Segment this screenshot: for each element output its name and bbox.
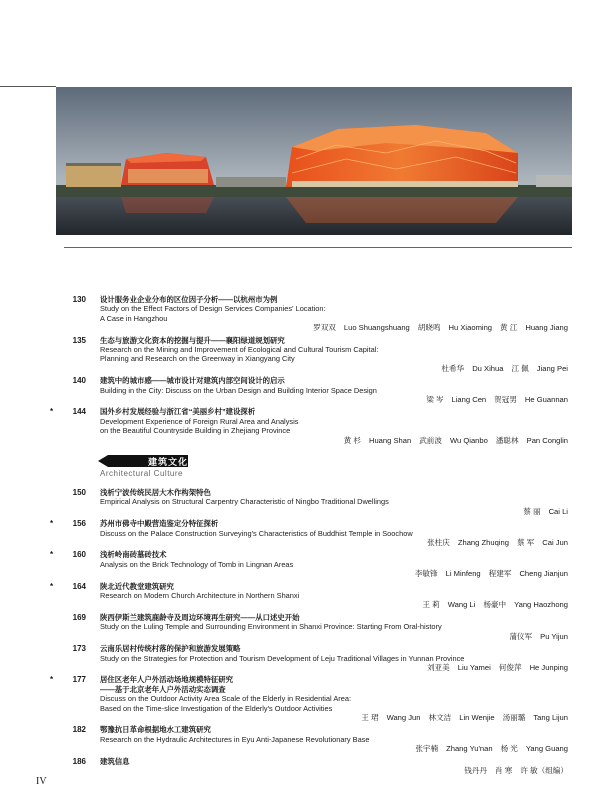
entry-title-en: Building in the City: Discuss on the Urban Design and Building Interior Space Design <box>100 385 377 395</box>
entry-title-zh: 浅析宁波传统民居大木作构架特色 <box>100 488 211 497</box>
author: Zhang Zhuqing <box>457 538 509 548</box>
toc-entry <box>72 756 568 776</box>
author: 汤丽璐 <box>502 712 526 722</box>
entry-title-zh: 国外乡村发展经验与浙江省“美丽乡村”建设探析 <box>100 407 256 417</box>
author: 江 佩 <box>511 363 529 373</box>
entry-authors <box>100 600 568 609</box>
toc-entry <box>72 644 568 672</box>
author: Cai Li <box>548 506 568 516</box>
cover-photo <box>56 87 572 235</box>
toc-entry <box>50 519 568 548</box>
entry-page: 173 <box>72 644 86 654</box>
author: Hu Xiaoming <box>448 323 493 333</box>
author: Pu Yijun <box>540 631 568 641</box>
star-mark: * <box>50 581 54 591</box>
author: Tang Lijun <box>533 712 568 722</box>
top-rule <box>0 86 56 87</box>
entry-title-en: Development Experience of Foreign Rural Area and Analysis <box>100 416 299 426</box>
star-mark: * <box>50 407 54 417</box>
entry-page: 182 <box>72 725 86 735</box>
author: Liang Cen <box>451 395 487 405</box>
author: Yang Haozhong <box>514 600 568 610</box>
entry-title-en: Discuss on the Palace Construction Surveying's Characteristics of Buddhist Temple in Soochow <box>100 528 413 538</box>
author: 王 莉 <box>422 600 440 610</box>
toc-entry <box>50 407 568 445</box>
author: Li Minfeng <box>445 569 481 579</box>
entry-page: 156 <box>72 519 86 529</box>
toc-entry <box>50 581 568 610</box>
star-mark: * <box>50 519 54 529</box>
author: Huang Shan <box>368 435 412 445</box>
author: 王 珺 <box>361 712 379 722</box>
entry-title-en: Study on the Effect Factors of Design Services Companies' Location: <box>100 304 326 314</box>
entry-title-zh: 居住区老年人户外活动场地规模特征研究 <box>100 675 234 685</box>
toc-entry <box>72 612 568 641</box>
author: 贺冠男 <box>494 395 517 405</box>
entry-page: 150 <box>72 488 86 497</box>
toc-entry <box>72 295 568 333</box>
entry-page: 130 <box>72 295 86 304</box>
entry-authors <box>100 632 568 641</box>
entry-title-zh: 设计服务业企业分布的区位因子分析——以杭州市为例 <box>100 295 278 304</box>
author: Liu Yamei <box>457 662 491 672</box>
entry-page: 135 <box>72 335 86 345</box>
entry-page: 144 <box>72 407 86 417</box>
toc-entry <box>72 335 568 374</box>
author: 程建军 <box>488 569 512 579</box>
entry-page: 160 <box>72 550 86 560</box>
author: Du Xihua <box>472 363 504 373</box>
author: Wu Qianbo <box>449 435 488 445</box>
entry-authors <box>100 713 568 722</box>
entry-title-zh: 建筑中的城市感——城市设计对建筑内部空间设计的启示 <box>100 376 285 386</box>
star-mark: * <box>50 675 54 685</box>
author: Luo Shuangshuang <box>343 323 410 333</box>
author: 蔡 军 <box>516 538 535 548</box>
entry-title-en: Research on the Mining and Improvement of Ecological and Cultural Tourism Capital: <box>100 345 379 355</box>
section-header <box>98 455 188 467</box>
author: Pan Conglin <box>526 435 568 445</box>
author: 黄 杉 <box>343 435 361 445</box>
entry-title-en: Discuss on the Outdoor Activity Area Scale of the Elderly in Residential Area: <box>100 694 351 704</box>
author: 林文洁 <box>428 712 452 722</box>
entry-title-en: Empirical Analysis on Structural Carpentry Characteristic of Ningbo Traditional Dwellings <box>100 497 389 507</box>
entry-authors <box>100 364 568 373</box>
entry-title-en: Research on Modern Church Architecture in Northern Shanxi <box>100 591 300 601</box>
author: 梁 岑 <box>426 395 444 405</box>
entry-title-en: Study on the Luling Temple and Surrounding Environment in Shanxi Province: Starting From Oral-history <box>100 622 442 632</box>
entry-title-en: Analysis on the Brick Technology of Tomb in Lingnan Areas <box>100 559 294 569</box>
entry-title-en: on the Beautiful Countryside Building in Zhejiang Province <box>100 426 291 436</box>
entry-title-en: Study on the Strategies for Protection and Tourism Development of Leju Traditional Villages in Yunnan Province <box>100 653 465 663</box>
author: 刘亚美 <box>426 662 450 672</box>
author: 武前波 <box>419 435 442 445</box>
entry-authors <box>100 569 568 578</box>
entry-title-zh: 建筑信息 <box>100 756 130 766</box>
entry-authors <box>100 766 568 775</box>
star-mark: * <box>50 550 54 560</box>
author: Yang Guang <box>525 744 568 754</box>
author: 肖 寒 <box>495 765 513 775</box>
author: Lin Wenjie <box>459 712 495 722</box>
entry-page: 186 <box>72 756 86 766</box>
author: Zhang Yu'nan <box>446 744 493 754</box>
entry-title-en: Research on the Hydraulic Architectures in Eyu Anti-Japanese Revolutionary Base <box>100 734 370 744</box>
entry-title-zh: 苏州市佛寺中殿营造鉴定分特征探析 <box>100 519 219 529</box>
entry-title-zh: 浅析岭南砖墓砖技术 <box>100 550 167 560</box>
author: 杨豪中 <box>483 600 507 610</box>
author: Jiang Pei <box>536 363 568 373</box>
entry-subtitle-zh: ——基于北京老年人户外活动实态调查 <box>100 684 226 694</box>
author: 张宇楠 <box>415 744 439 754</box>
entry-title-zh: 云南乐居村传统村落的保护和旅游发展策略 <box>100 644 241 654</box>
toc-entry <box>72 376 568 405</box>
toc-section-1 <box>0 295 609 448</box>
entry-title-en: Planning and Research on the Greenway in Xiangyang City <box>100 354 295 364</box>
entry-authors <box>100 323 568 332</box>
author: 蒲仪军 <box>509 631 533 641</box>
author: 潘聪林 <box>495 435 519 445</box>
entry-authors <box>100 436 568 445</box>
author: Cai Jun <box>542 538 568 548</box>
entry-page: 140 <box>72 376 86 386</box>
page-number: IV <box>36 776 47 787</box>
photo-rule <box>64 247 572 248</box>
toc-entry <box>72 488 568 516</box>
author: 黄 江 <box>500 323 518 333</box>
entry-title-zh: 鄂豫抗日革命根据地水工建筑研究 <box>100 725 211 735</box>
entry-authors <box>100 663 568 672</box>
author: 罗双双 <box>313 323 336 333</box>
author: 许 敏（组编） <box>520 765 568 775</box>
section-title-en: Architectural Culture <box>100 469 183 478</box>
section-title-zh: 建筑文化 <box>148 457 189 467</box>
entry-title-zh: 陕北近代教堂建筑研究 <box>100 581 174 591</box>
author: Wang Jun <box>386 712 421 722</box>
author: 杜希华 <box>441 363 465 373</box>
author: He Guannan <box>524 395 568 405</box>
entry-title-zh: 陕西伊斯兰建筑鹿龄寺及周边环境再生研究——从口述史开始 <box>100 612 300 622</box>
toc-entry <box>72 725 568 754</box>
author: 钱丹丹 <box>464 765 488 775</box>
building-illustration <box>56 87 572 235</box>
entry-authors <box>100 507 568 516</box>
entry-authors <box>100 395 568 404</box>
author: Wang Li <box>447 600 476 610</box>
author: 张柱庆 <box>427 538 450 548</box>
author: 胡晓鸣 <box>417 323 441 333</box>
entry-title-zh: 生态与旅游文化资本的挖掘与提升——襄阳绿道规划研究 <box>100 335 285 345</box>
author: Huang Jiang <box>525 323 568 333</box>
entry-title-en: Based on the Time-slice Investigation of the Elderly's Outdoor Activities <box>100 703 333 713</box>
toc-section-2 <box>0 488 609 778</box>
entry-title-en: A Case in Hangzhou <box>100 313 168 323</box>
toc-entry <box>50 550 568 579</box>
entry-page: 164 <box>72 581 86 591</box>
entry-authors <box>100 538 568 547</box>
author: 何俊萍 <box>498 662 522 672</box>
author: Cheng Jianjun <box>519 569 568 579</box>
entry-authors <box>100 744 568 753</box>
entry-page: 169 <box>72 612 86 622</box>
toc-entry <box>50 675 568 722</box>
author: 杨 光 <box>500 744 518 754</box>
entry-page: 177 <box>72 675 86 685</box>
author: 蔡 丽 <box>523 506 541 516</box>
author: 李敏锋 <box>414 569 438 579</box>
author: He Junping <box>529 662 568 672</box>
